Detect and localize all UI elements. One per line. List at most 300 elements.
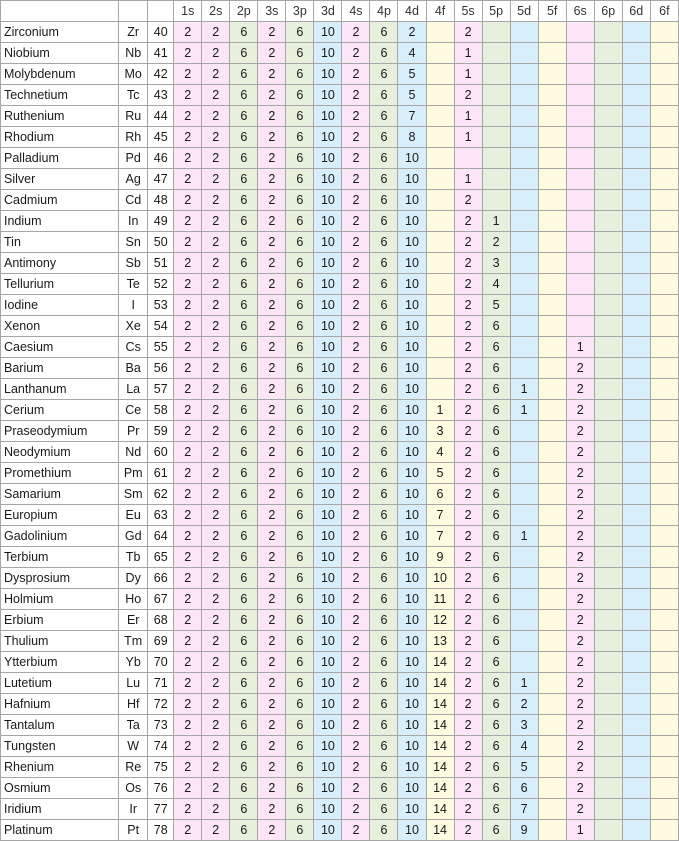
orbital-cell-1s: 2 bbox=[174, 274, 202, 295]
orbital-cell-2p: 6 bbox=[230, 337, 258, 358]
orbital-cell-2s: 2 bbox=[202, 568, 230, 589]
orbital-cell-2p: 6 bbox=[230, 799, 258, 820]
orbital-cell-4f bbox=[426, 22, 454, 43]
orbital-cell-4d: 10 bbox=[398, 589, 426, 610]
atomic-number: 46 bbox=[148, 148, 174, 169]
orbital-cell-4p: 6 bbox=[370, 715, 398, 736]
atomic-number: 60 bbox=[148, 442, 174, 463]
orbital-cell-6f bbox=[650, 316, 678, 337]
element-name: Osmium bbox=[1, 778, 119, 799]
orbital-header-6p: 6p bbox=[594, 1, 622, 22]
orbital-cell-5p: 6 bbox=[482, 652, 510, 673]
orbital-cell-2p: 6 bbox=[230, 484, 258, 505]
orbital-cell-2p: 6 bbox=[230, 589, 258, 610]
orbital-cell-4d: 10 bbox=[398, 820, 426, 841]
orbital-cell-4p: 6 bbox=[370, 379, 398, 400]
orbital-cell-5d bbox=[510, 421, 538, 442]
orbital-cell-3s: 2 bbox=[258, 547, 286, 568]
orbital-cell-2s: 2 bbox=[202, 400, 230, 421]
orbital-cell-4p: 6 bbox=[370, 820, 398, 841]
element-symbol: Pm bbox=[119, 463, 148, 484]
orbital-cell-5s: 2 bbox=[454, 316, 482, 337]
orbital-cell-6p bbox=[594, 673, 622, 694]
element-symbol: I bbox=[119, 295, 148, 316]
element-name: Rhenium bbox=[1, 757, 119, 778]
table-row bbox=[1, 253, 679, 274]
atomic-number: 42 bbox=[148, 64, 174, 85]
orbital-cell-4f: 14 bbox=[426, 820, 454, 841]
orbital-cell-5f bbox=[538, 337, 566, 358]
table-row bbox=[1, 379, 679, 400]
orbital-cell-4s: 2 bbox=[342, 547, 370, 568]
table-row bbox=[1, 64, 679, 85]
orbital-cell-6f bbox=[650, 694, 678, 715]
orbital-cell-4p: 6 bbox=[370, 127, 398, 148]
orbital-cell-2s: 2 bbox=[202, 505, 230, 526]
orbital-cell-4s: 2 bbox=[342, 715, 370, 736]
orbital-cell-6d bbox=[622, 211, 650, 232]
orbital-cell-6p bbox=[594, 232, 622, 253]
orbital-cell-1s: 2 bbox=[174, 64, 202, 85]
orbital-cell-4p: 6 bbox=[370, 547, 398, 568]
orbital-cell-6d bbox=[622, 106, 650, 127]
orbital-cell-5s: 2 bbox=[454, 337, 482, 358]
orbital-cell-5d bbox=[510, 211, 538, 232]
orbital-cell-3s: 2 bbox=[258, 274, 286, 295]
atomic-number: 53 bbox=[148, 295, 174, 316]
orbital-cell-5s: 2 bbox=[454, 547, 482, 568]
orbital-cell-5s: 2 bbox=[454, 673, 482, 694]
orbital-cell-2p: 6 bbox=[230, 715, 258, 736]
orbital-cell-6p bbox=[594, 715, 622, 736]
orbital-cell-4f bbox=[426, 190, 454, 211]
orbital-cell-2s: 2 bbox=[202, 736, 230, 757]
orbital-cell-5f bbox=[538, 631, 566, 652]
orbital-cell-5p: 6 bbox=[482, 568, 510, 589]
orbital-cell-5d bbox=[510, 337, 538, 358]
orbital-cell-4d: 10 bbox=[398, 148, 426, 169]
orbital-cell-4s: 2 bbox=[342, 442, 370, 463]
orbital-header-4f: 4f bbox=[426, 1, 454, 22]
orbital-cell-5d bbox=[510, 169, 538, 190]
orbital-cell-3s: 2 bbox=[258, 673, 286, 694]
orbital-cell-5p: 6 bbox=[482, 505, 510, 526]
orbital-cell-6p bbox=[594, 316, 622, 337]
orbital-cell-6p bbox=[594, 820, 622, 841]
table-row bbox=[1, 295, 679, 316]
atomic-number: 68 bbox=[148, 610, 174, 631]
orbital-cell-3s: 2 bbox=[258, 820, 286, 841]
element-symbol: Yb bbox=[119, 652, 148, 673]
orbital-cell-2p: 6 bbox=[230, 568, 258, 589]
orbital-cell-4d: 10 bbox=[398, 610, 426, 631]
orbital-cell-3s: 2 bbox=[258, 442, 286, 463]
orbital-cell-3s: 2 bbox=[258, 715, 286, 736]
table-row bbox=[1, 43, 679, 64]
orbital-cell-6f bbox=[650, 211, 678, 232]
table-row bbox=[1, 652, 679, 673]
orbital-cell-5s: 2 bbox=[454, 358, 482, 379]
orbital-cell-3s: 2 bbox=[258, 232, 286, 253]
orbital-cell-5p: 6 bbox=[482, 442, 510, 463]
orbital-cell-6d bbox=[622, 358, 650, 379]
orbital-cell-5d bbox=[510, 106, 538, 127]
orbital-cell-6d bbox=[622, 610, 650, 631]
orbital-cell-3p: 6 bbox=[286, 463, 314, 484]
orbital-cell-5f bbox=[538, 442, 566, 463]
orbital-cell-3s: 2 bbox=[258, 652, 286, 673]
orbital-cell-4d: 10 bbox=[398, 442, 426, 463]
element-name: Molybdenum bbox=[1, 64, 119, 85]
orbital-cell-3d: 10 bbox=[314, 379, 342, 400]
orbital-cell-4s: 2 bbox=[342, 253, 370, 274]
orbital-cell-3d: 10 bbox=[314, 442, 342, 463]
table-row bbox=[1, 568, 679, 589]
orbital-cell-2s: 2 bbox=[202, 694, 230, 715]
orbital-cell-2p: 6 bbox=[230, 778, 258, 799]
orbital-cell-6d bbox=[622, 694, 650, 715]
orbital-cell-6s: 2 bbox=[566, 589, 594, 610]
orbital-cell-2s: 2 bbox=[202, 463, 230, 484]
orbital-cell-4d: 10 bbox=[398, 652, 426, 673]
orbital-cell-6p bbox=[594, 694, 622, 715]
orbital-cell-6s: 2 bbox=[566, 652, 594, 673]
element-symbol: Sb bbox=[119, 253, 148, 274]
orbital-cell-6p bbox=[594, 358, 622, 379]
orbital-cell-5f bbox=[538, 652, 566, 673]
orbital-cell-6f bbox=[650, 400, 678, 421]
orbital-cell-4s: 2 bbox=[342, 85, 370, 106]
orbital-cell-6s bbox=[566, 232, 594, 253]
atomic-number: 43 bbox=[148, 85, 174, 106]
orbital-cell-4d: 10 bbox=[398, 568, 426, 589]
orbital-cell-4d: 10 bbox=[398, 547, 426, 568]
orbital-cell-6f bbox=[650, 631, 678, 652]
orbital-cell-6d bbox=[622, 43, 650, 64]
orbital-cell-1s: 2 bbox=[174, 421, 202, 442]
orbital-cell-2p: 6 bbox=[230, 400, 258, 421]
element-symbol: Er bbox=[119, 610, 148, 631]
orbital-cell-4p: 6 bbox=[370, 694, 398, 715]
orbital-cell-4f: 14 bbox=[426, 694, 454, 715]
table-row bbox=[1, 799, 679, 820]
orbital-cell-1s: 2 bbox=[174, 43, 202, 64]
orbital-cell-2p: 6 bbox=[230, 253, 258, 274]
orbital-cell-4d: 10 bbox=[398, 673, 426, 694]
orbital-cell-6d bbox=[622, 673, 650, 694]
orbital-cell-3s: 2 bbox=[258, 631, 286, 652]
orbital-cell-2p: 6 bbox=[230, 442, 258, 463]
orbital-cell-6f bbox=[650, 232, 678, 253]
orbital-cell-3d: 10 bbox=[314, 820, 342, 841]
orbital-cell-3p: 6 bbox=[286, 421, 314, 442]
table-row bbox=[1, 715, 679, 736]
orbital-cell-4p: 6 bbox=[370, 778, 398, 799]
orbital-cell-4p: 6 bbox=[370, 505, 398, 526]
orbital-cell-3d: 10 bbox=[314, 610, 342, 631]
orbital-cell-2s: 2 bbox=[202, 274, 230, 295]
orbital-cell-5f bbox=[538, 295, 566, 316]
orbital-cell-5f bbox=[538, 778, 566, 799]
table-row bbox=[1, 148, 679, 169]
orbital-cell-5p bbox=[482, 85, 510, 106]
orbital-cell-6p bbox=[594, 127, 622, 148]
orbital-cell-5d bbox=[510, 190, 538, 211]
orbital-cell-4p: 6 bbox=[370, 43, 398, 64]
orbital-cell-4s: 2 bbox=[342, 820, 370, 841]
orbital-cell-5p bbox=[482, 127, 510, 148]
orbital-cell-6f bbox=[650, 610, 678, 631]
orbital-cell-1s: 2 bbox=[174, 715, 202, 736]
orbital-cell-5f bbox=[538, 85, 566, 106]
orbital-cell-3d: 10 bbox=[314, 652, 342, 673]
orbital-cell-2s: 2 bbox=[202, 85, 230, 106]
orbital-cell-4s: 2 bbox=[342, 757, 370, 778]
orbital-header-3d: 3d bbox=[314, 1, 342, 22]
orbital-cell-5s: 1 bbox=[454, 64, 482, 85]
orbital-cell-6f bbox=[650, 715, 678, 736]
orbital-cell-3p: 6 bbox=[286, 85, 314, 106]
orbital-cell-2s: 2 bbox=[202, 589, 230, 610]
orbital-cell-6p bbox=[594, 442, 622, 463]
orbital-cell-6s bbox=[566, 64, 594, 85]
orbital-cell-4p: 6 bbox=[370, 526, 398, 547]
table-row bbox=[1, 169, 679, 190]
element-symbol: Pt bbox=[119, 820, 148, 841]
element-symbol: Ho bbox=[119, 589, 148, 610]
orbital-cell-5d: 5 bbox=[510, 757, 538, 778]
orbital-cell-5f bbox=[538, 211, 566, 232]
orbital-cell-3d: 10 bbox=[314, 736, 342, 757]
orbital-cell-2p: 6 bbox=[230, 316, 258, 337]
table-row bbox=[1, 463, 679, 484]
orbital-cell-3d: 10 bbox=[314, 127, 342, 148]
atomic-number: 71 bbox=[148, 673, 174, 694]
atomic-number: 55 bbox=[148, 337, 174, 358]
orbital-cell-6d bbox=[622, 736, 650, 757]
orbital-cell-6p bbox=[594, 169, 622, 190]
orbital-cell-6d bbox=[622, 442, 650, 463]
orbital-cell-3s: 2 bbox=[258, 568, 286, 589]
orbital-cell-5d bbox=[510, 127, 538, 148]
orbital-cell-6f bbox=[650, 190, 678, 211]
element-name: Tungsten bbox=[1, 736, 119, 757]
element-symbol: Xe bbox=[119, 316, 148, 337]
table-row bbox=[1, 736, 679, 757]
table-row bbox=[1, 589, 679, 610]
orbital-cell-3s: 2 bbox=[258, 505, 286, 526]
orbital-header-6f: 6f bbox=[650, 1, 678, 22]
orbital-cell-6p bbox=[594, 64, 622, 85]
header-name-blank bbox=[1, 1, 119, 22]
orbital-cell-3p: 6 bbox=[286, 127, 314, 148]
orbital-cell-4p: 6 bbox=[370, 190, 398, 211]
orbital-cell-1s: 2 bbox=[174, 169, 202, 190]
orbital-cell-6d bbox=[622, 568, 650, 589]
orbital-cell-6p bbox=[594, 85, 622, 106]
orbital-cell-3p: 6 bbox=[286, 736, 314, 757]
orbital-cell-2s: 2 bbox=[202, 421, 230, 442]
orbital-cell-1s: 2 bbox=[174, 316, 202, 337]
orbital-cell-5s: 2 bbox=[454, 757, 482, 778]
element-symbol: Ru bbox=[119, 106, 148, 127]
orbital-cell-5f bbox=[538, 757, 566, 778]
orbital-cell-6s: 2 bbox=[566, 694, 594, 715]
orbital-cell-6f bbox=[650, 484, 678, 505]
orbital-cell-4f bbox=[426, 85, 454, 106]
orbital-cell-6p bbox=[594, 505, 622, 526]
orbital-cell-5p: 6 bbox=[482, 337, 510, 358]
atomic-number: 66 bbox=[148, 568, 174, 589]
orbital-cell-3d: 10 bbox=[314, 316, 342, 337]
atomic-number: 75 bbox=[148, 757, 174, 778]
orbital-cell-1s: 2 bbox=[174, 547, 202, 568]
element-name: Zirconium bbox=[1, 22, 119, 43]
orbital-cell-2p: 6 bbox=[230, 148, 258, 169]
element-name: Tin bbox=[1, 232, 119, 253]
orbital-cell-5p: 6 bbox=[482, 820, 510, 841]
orbital-cell-1s: 2 bbox=[174, 610, 202, 631]
orbital-cell-6f bbox=[650, 85, 678, 106]
element-symbol: Zr bbox=[119, 22, 148, 43]
orbital-cell-3s: 2 bbox=[258, 64, 286, 85]
orbital-cell-6s: 2 bbox=[566, 463, 594, 484]
orbital-cell-3p: 6 bbox=[286, 652, 314, 673]
orbital-cell-3p: 6 bbox=[286, 274, 314, 295]
table-row bbox=[1, 631, 679, 652]
orbital-cell-6p bbox=[594, 736, 622, 757]
orbital-cell-4f bbox=[426, 232, 454, 253]
orbital-cell-6d bbox=[622, 148, 650, 169]
atomic-number: 76 bbox=[148, 778, 174, 799]
orbital-cell-2p: 6 bbox=[230, 631, 258, 652]
orbital-cell-2p: 6 bbox=[230, 64, 258, 85]
element-symbol: Hf bbox=[119, 694, 148, 715]
orbital-cell-5s: 2 bbox=[454, 652, 482, 673]
orbital-cell-2p: 6 bbox=[230, 43, 258, 64]
orbital-cell-6s: 2 bbox=[566, 631, 594, 652]
orbital-cell-4f: 6 bbox=[426, 484, 454, 505]
element-name: Rhodium bbox=[1, 127, 119, 148]
orbital-cell-5p bbox=[482, 148, 510, 169]
atomic-number: 48 bbox=[148, 190, 174, 211]
orbital-cell-5f bbox=[538, 127, 566, 148]
orbital-cell-3s: 2 bbox=[258, 43, 286, 64]
orbital-cell-1s: 2 bbox=[174, 526, 202, 547]
orbital-cell-2s: 2 bbox=[202, 127, 230, 148]
orbital-cell-6f bbox=[650, 526, 678, 547]
orbital-cell-3s: 2 bbox=[258, 169, 286, 190]
element-name: Antimony bbox=[1, 253, 119, 274]
element-name: Cadmium bbox=[1, 190, 119, 211]
orbital-cell-5p: 6 bbox=[482, 316, 510, 337]
orbital-cell-5s: 2 bbox=[454, 211, 482, 232]
orbital-cell-4d: 10 bbox=[398, 757, 426, 778]
orbital-cell-4p: 6 bbox=[370, 736, 398, 757]
orbital-cell-4d: 2 bbox=[398, 22, 426, 43]
table-row bbox=[1, 673, 679, 694]
element-name: Neodymium bbox=[1, 442, 119, 463]
orbital-cell-3s: 2 bbox=[258, 463, 286, 484]
orbital-cell-4s: 2 bbox=[342, 22, 370, 43]
orbital-cell-5s: 2 bbox=[454, 274, 482, 295]
orbital-cell-4f: 7 bbox=[426, 526, 454, 547]
orbital-cell-5p: 6 bbox=[482, 778, 510, 799]
orbital-cell-5p: 6 bbox=[482, 358, 510, 379]
atomic-number: 59 bbox=[148, 421, 174, 442]
orbital-cell-3s: 2 bbox=[258, 778, 286, 799]
orbital-cell-5f bbox=[538, 232, 566, 253]
table-row bbox=[1, 757, 679, 778]
orbital-cell-2s: 2 bbox=[202, 820, 230, 841]
orbital-cell-6d bbox=[622, 652, 650, 673]
orbital-cell-5p: 4 bbox=[482, 274, 510, 295]
orbital-cell-2s: 2 bbox=[202, 106, 230, 127]
orbital-cell-6s bbox=[566, 316, 594, 337]
table-row bbox=[1, 526, 679, 547]
orbital-cell-3s: 2 bbox=[258, 379, 286, 400]
element-name: Europium bbox=[1, 505, 119, 526]
orbital-cell-3d: 10 bbox=[314, 631, 342, 652]
orbital-cell-6f bbox=[650, 127, 678, 148]
orbital-cell-3s: 2 bbox=[258, 400, 286, 421]
atomic-number: 62 bbox=[148, 484, 174, 505]
element-name: Caesium bbox=[1, 337, 119, 358]
orbital-cell-6f bbox=[650, 757, 678, 778]
orbital-cell-3p: 6 bbox=[286, 316, 314, 337]
orbital-cell-6p bbox=[594, 757, 622, 778]
orbital-cell-6d bbox=[622, 547, 650, 568]
header-row bbox=[1, 1, 679, 22]
orbital-header-6s: 6s bbox=[566, 1, 594, 22]
orbital-cell-4s: 2 bbox=[342, 400, 370, 421]
orbital-cell-5f bbox=[538, 148, 566, 169]
orbital-cell-6s: 2 bbox=[566, 736, 594, 757]
orbital-cell-4p: 6 bbox=[370, 274, 398, 295]
orbital-cell-3d: 10 bbox=[314, 253, 342, 274]
orbital-cell-4f: 7 bbox=[426, 505, 454, 526]
orbital-cell-4p: 6 bbox=[370, 421, 398, 442]
orbital-cell-5p: 6 bbox=[482, 484, 510, 505]
orbital-cell-5f bbox=[538, 421, 566, 442]
orbital-cell-3d: 10 bbox=[314, 589, 342, 610]
orbital-cell-4p: 6 bbox=[370, 442, 398, 463]
orbital-cell-3d: 10 bbox=[314, 64, 342, 85]
element-symbol: Os bbox=[119, 778, 148, 799]
orbital-cell-5f bbox=[538, 274, 566, 295]
orbital-cell-6f bbox=[650, 253, 678, 274]
orbital-cell-6d bbox=[622, 316, 650, 337]
orbital-cell-6s: 1 bbox=[566, 820, 594, 841]
orbital-cell-3p: 6 bbox=[286, 232, 314, 253]
element-symbol: Ta bbox=[119, 715, 148, 736]
orbital-cell-4s: 2 bbox=[342, 484, 370, 505]
table-row bbox=[1, 358, 679, 379]
orbital-cell-3p: 6 bbox=[286, 820, 314, 841]
atomic-number: 56 bbox=[148, 358, 174, 379]
orbital-cell-1s: 2 bbox=[174, 694, 202, 715]
orbital-cell-2p: 6 bbox=[230, 694, 258, 715]
orbital-cell-6d bbox=[622, 64, 650, 85]
orbital-cell-4s: 2 bbox=[342, 673, 370, 694]
orbital-cell-4s: 2 bbox=[342, 736, 370, 757]
orbital-cell-3d: 10 bbox=[314, 22, 342, 43]
orbital-cell-3d: 10 bbox=[314, 295, 342, 316]
orbital-cell-6p bbox=[594, 253, 622, 274]
orbital-cell-5p bbox=[482, 43, 510, 64]
orbital-cell-5d bbox=[510, 295, 538, 316]
orbital-cell-5f bbox=[538, 169, 566, 190]
